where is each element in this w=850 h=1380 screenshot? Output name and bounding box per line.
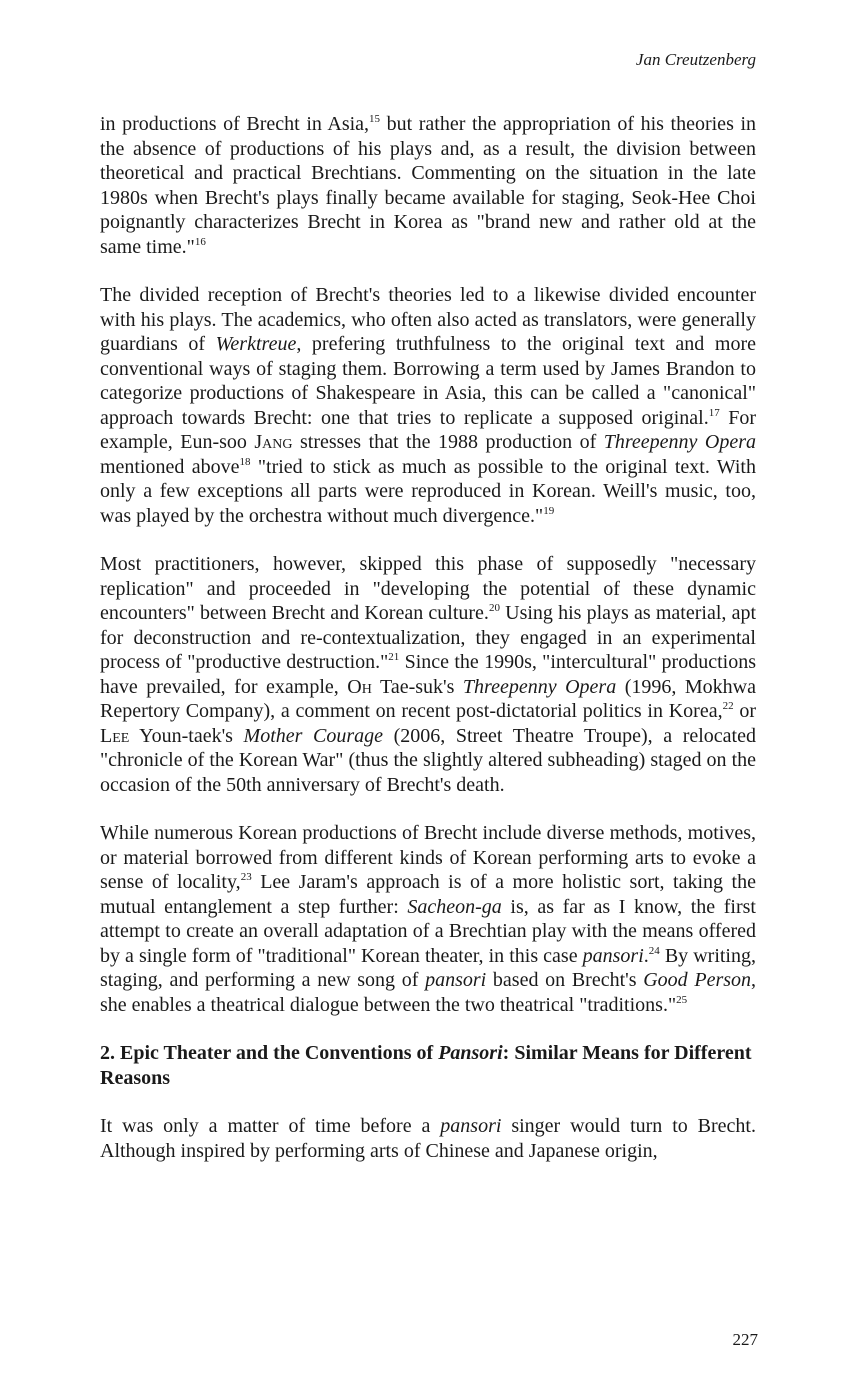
- section-heading: 2. Epic Theater and the Conventions of Pansori: Similar Means for Different Reasons: [100, 1042, 752, 1089]
- running-head-author: Jan Creutzenberg: [635, 50, 756, 69]
- footnote-ref-17[interactable]: 17: [708, 406, 720, 419]
- footnote-ref-19[interactable]: 19: [543, 504, 555, 517]
- footnote-ref-16[interactable]: 16: [194, 235, 206, 248]
- paragraph-4: While numerous Korean productions of Brecht include diverse methods, motives, or material borrowed from different kinds of Korean performing arts to evoke a sense of locality,$^{23}$ Lee Jaram's approach is of a more holistic sort, taking the mutual entanglement a step further: Sacheon-ga is, as far as I know, the first attempt to create an overall adaptation of a Brechtian play with the means offered by a single form of "traditional" Korean theater, in this case pansori.$^{24}$ By writing, staging, and performing a new song of pansori based on Brecht's Good Person, she enables a theatrical dialogue between the two theatrical "traditions."$^{25}$: [100, 822, 757, 1016]
- footnote-ref-20[interactable]: 20: [488, 602, 500, 614]
- footnote-ref-24[interactable]: 24: [648, 944, 660, 957]
- footnote-ref-21[interactable]: 21: [388, 651, 400, 663]
- footnote-ref-25[interactable]: 25: [676, 993, 688, 1006]
- footnote-ref-22[interactable]: 22: [722, 700, 734, 712]
- page-number: 227: [732, 1330, 758, 1349]
- paragraph-3: Most practitioners, however, skipped this phase of supposedly "necessary replication" and proceeded in "developing the potential of these dynamic encounters" between Brecht and Korean culture.$^{20}$ Using his plays as material, apt for deconstruction and re-contextualization, they engaged in an experimental process of "productive destruction."$^{21}$ Since the 1990s, "intercultural" productions have prevailed, for example, Oh Tae-suk's Threepenny Opera (1996, Mokhwa Repertory Company), a comment on recent post-dictatorial politics in Korea,$^{22}$ or Lee Youn-taek's Mother Courage (2006, Street Theatre Troupe), a relocated "chronicle of the Korean War" (thus the slightly altered subheading) staged on the occasion of the 50th anniversary of Brecht's death.: [100, 553, 757, 796]
- paragraph-2: The divided reception of Brecht's theories led to a likewise divided encounter with his plays. The academics, who often also acted as translators, were generally guardians of Werktreue, prefering truthfulness to the original text and more conventional ways of staging them. Borrowing a term used by James Brandon to categorize productions of Shakespeare in Asia, this can be called a "canonical" approach towards Brecht: one that tries to replicate a supposed original.$^{17}$ For example, Eun-soo Jang stresses that the 1988 production of Threepenny Opera mentioned above$^{18}$ "tried to stick as much as possible to the original text. With only a few exceptions all parts were reproduced in Korean. Weill's music, too, was played by the orchestra without much divergence."$^{19}$: [100, 284, 756, 527]
- paragraph-5: It was only a matter of time before a pansori singer would turn to Brecht. Although inspired by performing arts of Chinese and Japanese origin,: [100, 1115, 756, 1162]
- footnote-ref-23[interactable]: 23: [240, 871, 252, 883]
- paragraph-1: in productions of Brecht in Asia,$^{15}$ but rather the appropriation of his theories in the absence of productions of his plays and, as a result, the division between theoretical and practical Brechtians. Commenting on the situation in the late 1980s when Brecht's plays finally became available for staging, Seok-Hee Choi poignantly characterizes Brecht in Korea as "brand new and rather old at the same time."$^{16}$: [100, 113, 756, 258]
- footnote-ref-15[interactable]: 15: [369, 113, 381, 125]
- body-text: [100, 112, 756, 1187]
- footnote-ref-18[interactable]: 18: [239, 455, 251, 468]
